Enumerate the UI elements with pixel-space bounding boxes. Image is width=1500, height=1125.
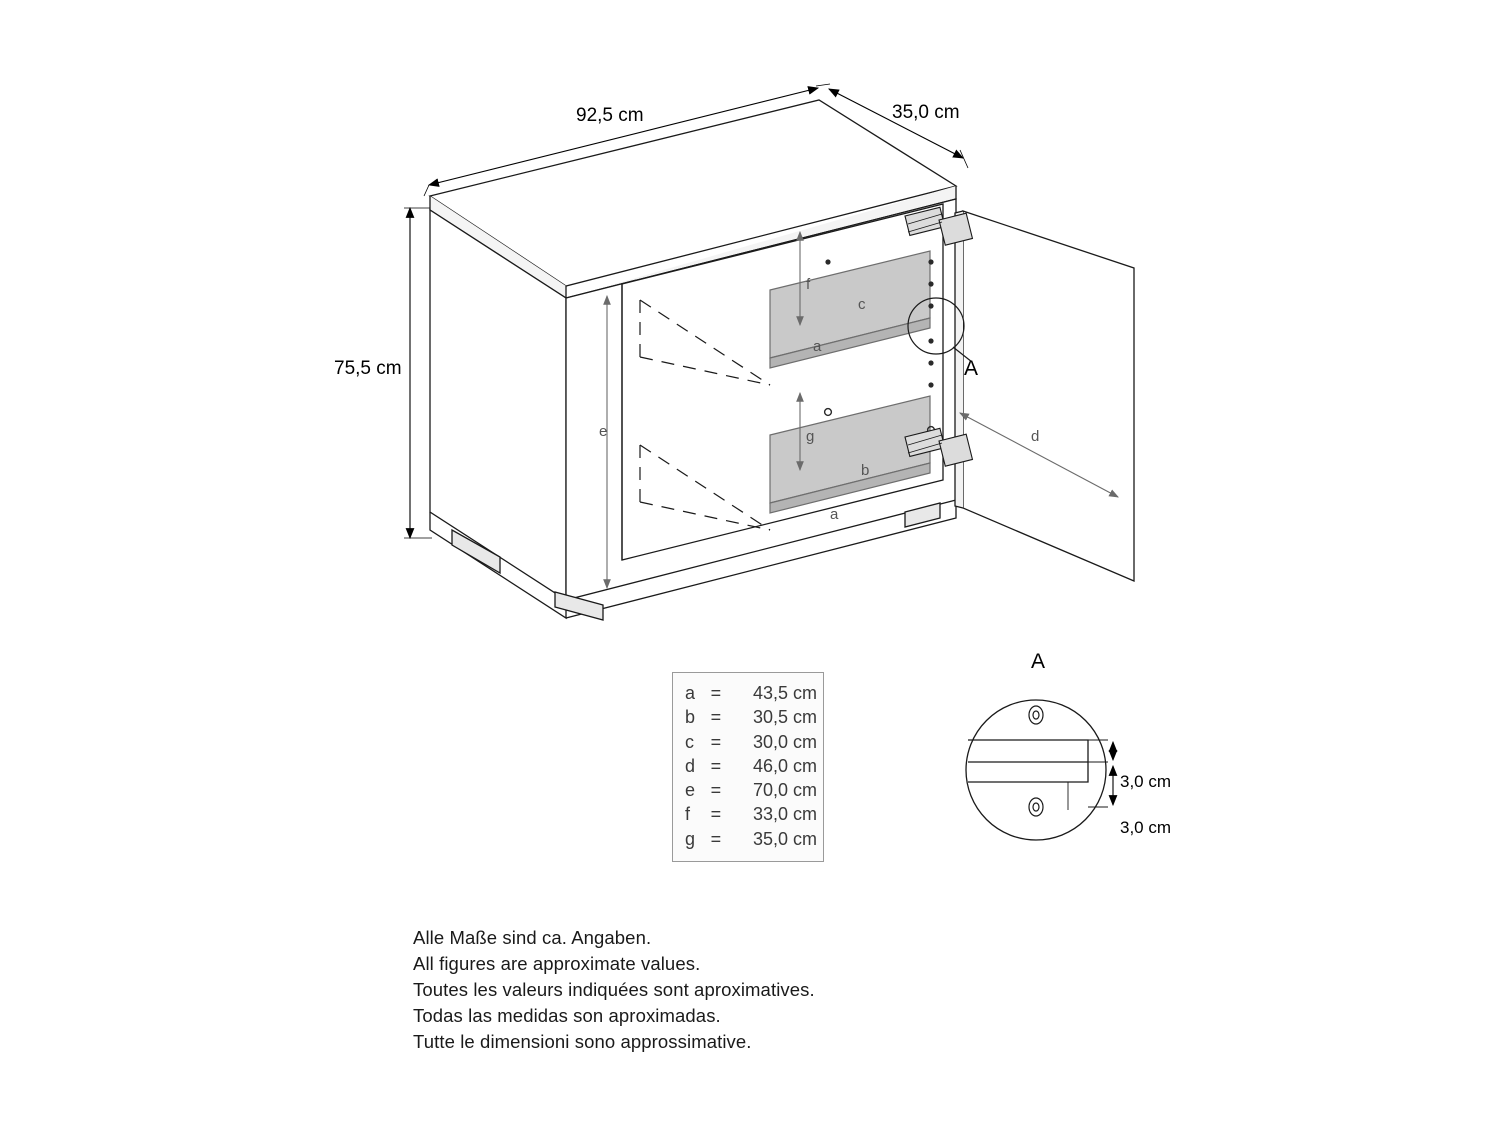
legend-row (685, 754, 817, 778)
legend-value: 33,0 cm (752, 804, 817, 825)
legend-equals: = (710, 755, 722, 776)
note-line-fr: Toutes les valeurs indiquées sont aproximatives. (413, 979, 815, 1000)
legend-equals: = (710, 804, 722, 825)
detail-dim-bottom: 3,0 cm (1120, 818, 1172, 837)
legend-equals: = (710, 828, 722, 849)
legend-row (685, 778, 817, 802)
legend-value: 35,0 cm (752, 828, 817, 849)
legend-key: a (685, 683, 696, 703)
callout-g: g (806, 428, 815, 445)
detail-view-title-a: A (1031, 650, 1046, 673)
width-dimension-label: 92,5 cm (576, 105, 644, 126)
legend-row (685, 705, 817, 729)
callout-f: f (806, 276, 811, 293)
legend-value: 43,5 cm (752, 683, 817, 703)
legend-equals: = (710, 683, 722, 703)
legend-value: 30,5 cm (752, 707, 817, 728)
cabinet-door (955, 211, 1134, 581)
callout-e: e (599, 423, 608, 440)
height-dimension-label: 75,5 cm (334, 358, 402, 379)
note-line-it: Tutte le dimensioni sono approssimative. (413, 1031, 752, 1052)
legend-key: b (685, 707, 696, 728)
cabinet-body (430, 100, 956, 620)
approximate-values-notes (413, 925, 815, 1055)
measurement-legend (672, 672, 824, 862)
legend-value: 30,0 cm (752, 731, 817, 752)
depth-dimension-label: 35,0 cm (892, 102, 960, 123)
detail-view-a (966, 700, 1113, 840)
note-line-en: All figures are approximate values. (413, 953, 701, 974)
legend-row (685, 681, 817, 705)
legend-key: c (685, 731, 694, 752)
note-line-es: Todas las medidas son aproximadas. (413, 1005, 721, 1026)
callout-a-bottom: a (830, 506, 839, 523)
callout-c: c (858, 296, 866, 313)
legend-key: f (685, 804, 691, 825)
legend-value: 46,0 cm (752, 755, 817, 776)
legend-value: 70,0 cm (752, 780, 817, 801)
detail-marker-a: A (964, 357, 979, 380)
callout-b: b (861, 462, 870, 479)
callout-a-top: a (813, 338, 822, 355)
legend-key: d (685, 755, 696, 776)
legend-key: e (685, 780, 696, 801)
legend-row (685, 802, 817, 826)
detail-dim-top: 3,0 cm (1120, 772, 1172, 791)
callout-d: d (1031, 428, 1040, 445)
legend-key: g (685, 828, 696, 849)
legend-equals: = (710, 731, 722, 752)
legend-equals: = (710, 780, 722, 801)
legend-row (685, 827, 817, 851)
legend-equals: = (710, 707, 722, 728)
legend-row (685, 730, 817, 754)
note-line-de: Alle Maße sind ca. Angaben. (413, 927, 652, 948)
